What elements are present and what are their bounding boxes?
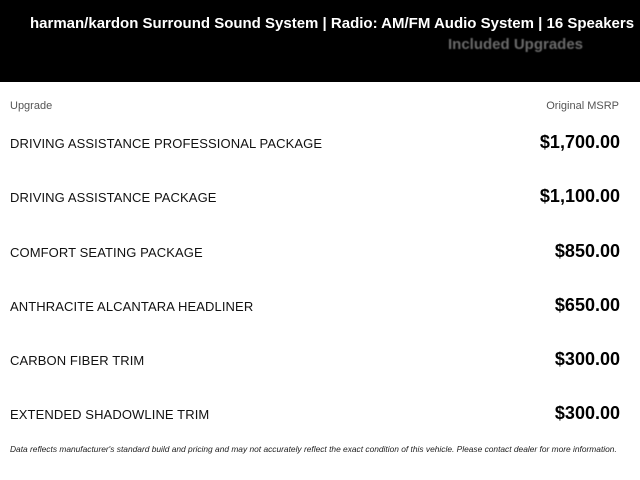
upgrade-price: $300.00 <box>554 349 620 370</box>
upgrades-table <box>0 116 640 442</box>
section-title-cut-off: Included Upgrades <box>448 36 584 53</box>
upgrade-name: COMFORT SEATING PACKAGE <box>10 244 203 260</box>
upgrade-name: ANTHRACITE ALCANTARA HEADLINER <box>10 298 254 314</box>
table-row <box>0 279 640 333</box>
table-row <box>0 333 640 387</box>
table-row <box>0 225 640 279</box>
table-row <box>0 387 640 441</box>
upgrade-name: CARBON FIBER TRIM <box>10 353 145 369</box>
table-row <box>0 116 640 170</box>
header-banner <box>0 0 640 82</box>
table-row <box>0 170 640 224</box>
upgrade-price: $1,700.00 <box>539 132 620 152</box>
disclaimer-text: Data reflects manufacturer's standard build and pricing and may not accurately reflect the exact condition of this vehicle. Please contact dealer for more information. <box>10 444 617 454</box>
upgrade-price: $850.00 <box>554 240 620 261</box>
column-header-msrp: Original MSRP <box>546 100 619 112</box>
upgrade-price: $650.00 <box>554 294 620 315</box>
upgrade-price: $1,100.00 <box>539 186 620 207</box>
upgrade-name: EXTENDED SHADOWLINE TRIM <box>10 407 210 423</box>
column-header-upgrade: Upgrade <box>10 100 53 112</box>
upgrade-name: DRIVING ASSISTANCE PROFESSIONAL PACKAGE <box>10 136 323 151</box>
upgrade-name: DRIVING ASSISTANCE PACKAGE <box>10 190 217 206</box>
features-summary: harman/kardon Surround Sound System | Radio: AM/FM Audio System | 16 Speakers <box>30 15 635 32</box>
upgrade-price: $300.00 <box>554 403 620 424</box>
